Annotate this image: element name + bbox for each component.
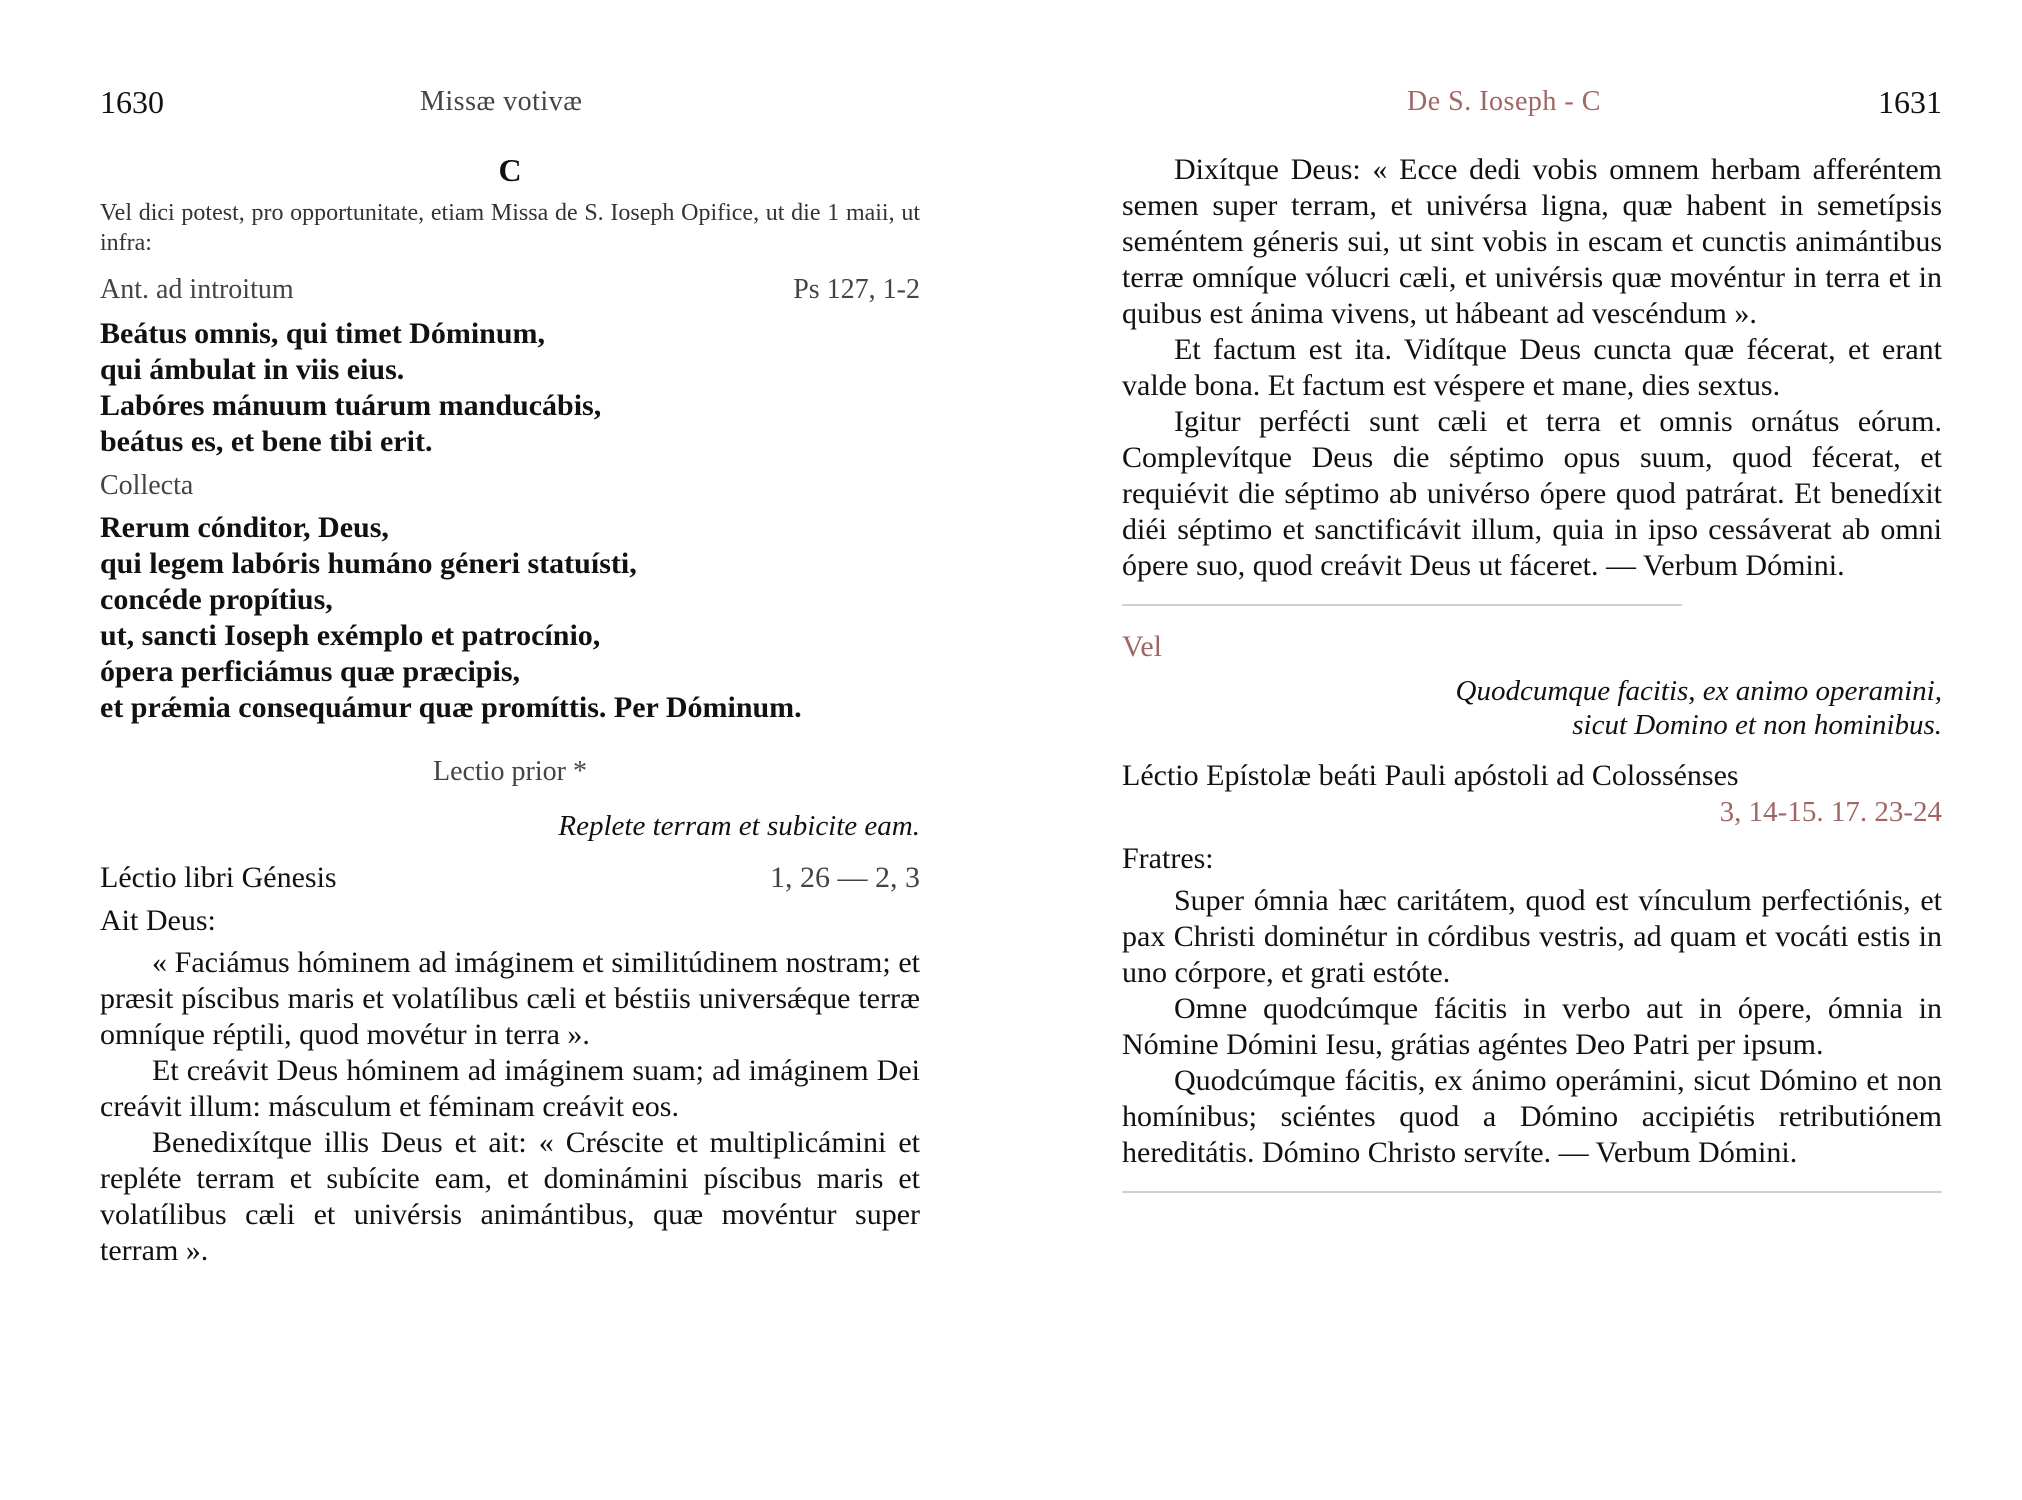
introit-heading <box>100 274 920 306</box>
page-number: 1630 <box>100 84 164 120</box>
alternative-body <box>1122 883 1942 1171</box>
left-page-content <box>100 150 920 1269</box>
reading-paragraph: Et factum est ita. Vidítque Deus cuncta quæ fécerat, et erant valde bona. Et factum est véspere et mane, dies sextus. <box>1122 333 1942 402</box>
collect-text <box>100 510 920 726</box>
collect-line: et prǽmia consequámur quæ promíttis. Per Dóminum. <box>100 691 802 724</box>
reading-title: Léctio libri Génesis <box>100 861 337 894</box>
collect-line: ut, sancti Ioseph exémplo et patrocínio, <box>100 619 601 652</box>
reading-title-row <box>100 861 920 895</box>
right-page-content <box>1122 152 1942 1193</box>
collect-line: concéde propítius, <box>100 583 333 616</box>
right-page <box>1122 0 1942 1500</box>
reading-paragraph: Omne quodcúmque fácitis in verbo aut in ópere, ómnia in Nómine Dómini Iesu, grátias agéntes Deo Patri per ipsum. <box>1122 992 1942 1061</box>
introit-line: Labóres mánuum tuárum manducábis, <box>100 389 602 422</box>
reading-motto: Replete terram et subicite eam. <box>558 810 920 842</box>
collect-label: Collecta <box>100 470 194 501</box>
bottom-rule <box>1122 1191 1942 1193</box>
page-number: 1631 <box>1878 84 1942 120</box>
running-head: Missæ votivæ <box>420 86 583 117</box>
collect-line: qui legem labóris humáno géneri statuísti, <box>100 547 637 580</box>
introit-line: Beátus omnis, qui timet Dóminum, <box>100 317 546 350</box>
reading-body <box>100 945 920 1269</box>
reading-paragraph: Igitur perfécti sunt cæli et terra et omnis ornátus eórum. Complevítque Deus die séptimo opus suum, quod fécerat, et requiévit die séptimo ab univérso ópere quod patrárat. Et benedíxit diéi séptimo et sanctificávit illum, quia in ipso cessáverat ab omni ópere suo, quod creávit Deus ut fáceret. — Verbum Dómini. <box>1122 405 1942 582</box>
introit-reference: Ps 127, 1-2 <box>793 274 920 305</box>
introit-line: beátus es, et bene tibi erit. <box>100 425 433 458</box>
alternative-title: Léctio Epístolæ beáti Pauli apóstoli ad Colossénses <box>1122 759 1739 792</box>
reading-reference: 1, 26 — 2, 3 <box>770 861 920 894</box>
section-letter: C <box>498 152 522 188</box>
reading-opening: Ait Deus: <box>100 904 216 937</box>
right-page-header <box>1122 84 1942 124</box>
motto-line: Quodcumque facitis, ex animo operamini, <box>1455 675 1942 707</box>
running-head: De S. Ioseph - C <box>1407 86 1601 117</box>
reading-continuation <box>1122 152 1942 584</box>
reading-paragraph: Quodcúmque fácitis, ex ánimo operámini, sicut Dómino et non homínibus; sciéntes quod a Dómino accipiétis retributiónem hereditátis. Dómino Christo servíte. — Verbum Dómini. <box>1122 1064 1942 1169</box>
rubric-note: Vel dici potest, pro opportunitate, etiam Missa de S. Ioseph Opifice, ut die 1 maii, ut infra: <box>100 200 920 256</box>
reading-heading: Lectio prior * <box>433 756 587 787</box>
collect-line: Rerum cónditor, Deus, <box>100 511 389 544</box>
alternative-reference: 3, 14-15. 17. 23-24 <box>1719 796 1942 828</box>
reading-paragraph: Benedixítque illis Deus et ait: « Créscite et multiplicámini et repléte terram et subícite eam, et dominámini píscibus maris et volatílibus cæli et univérsis animántibus, quæ movéntur super terram ». <box>100 1126 920 1267</box>
motto-line: sicut Domino et non hominibus. <box>1572 709 1942 741</box>
divider-rule <box>1122 604 1682 606</box>
introit-label: Ant. ad introitum <box>100 274 294 305</box>
reading-paragraph: Et creávit Deus hóminem ad imáginem suam; ad imáginem Dei creávit illum: másculum et féminam creávit eos. <box>100 1054 920 1123</box>
alternative-motto <box>1122 674 1942 742</box>
introit-line: qui ámbulat in viis eius. <box>100 353 405 386</box>
collect-line: ópera perficiámus quæ præcipis, <box>100 655 520 688</box>
left-page <box>100 0 920 1500</box>
reading-paragraph: Super ómnia hæc caritátem, quod est vínculum perfectiónis, et pax Christi dominétur in córdibus vestris, ad quam et vocáti estis in uno córpore, et grati estóte. <box>1122 884 1942 989</box>
alternative-opening: Fratres: <box>1122 842 1214 875</box>
left-page-header <box>100 84 920 124</box>
reading-paragraph: Dixítque Deus: « Ecce dedi vobis omnem herbam afferéntem semen super terram, et univérsa ligna, quæ habent in semetípsis seméntem géneris sui, ut sint vobis in escam et cunctis animántibus terræ omníque vólucri cæli, et univérsis quæ movéntur in terra et in quibus est ánima vivens, ut hábeant ad vescéndum ». <box>1122 153 1942 330</box>
reading-paragraph: « Faciámus hóminem ad imáginem et similitúdinem nostram; et præsit píscibus maris et volatílibus cæli et béstiis universǽque terræ omníque réptili, quod movétur in terra ». <box>100 946 920 1051</box>
introit-text <box>100 316 920 460</box>
alternative-label: Vel <box>1122 630 1162 663</box>
